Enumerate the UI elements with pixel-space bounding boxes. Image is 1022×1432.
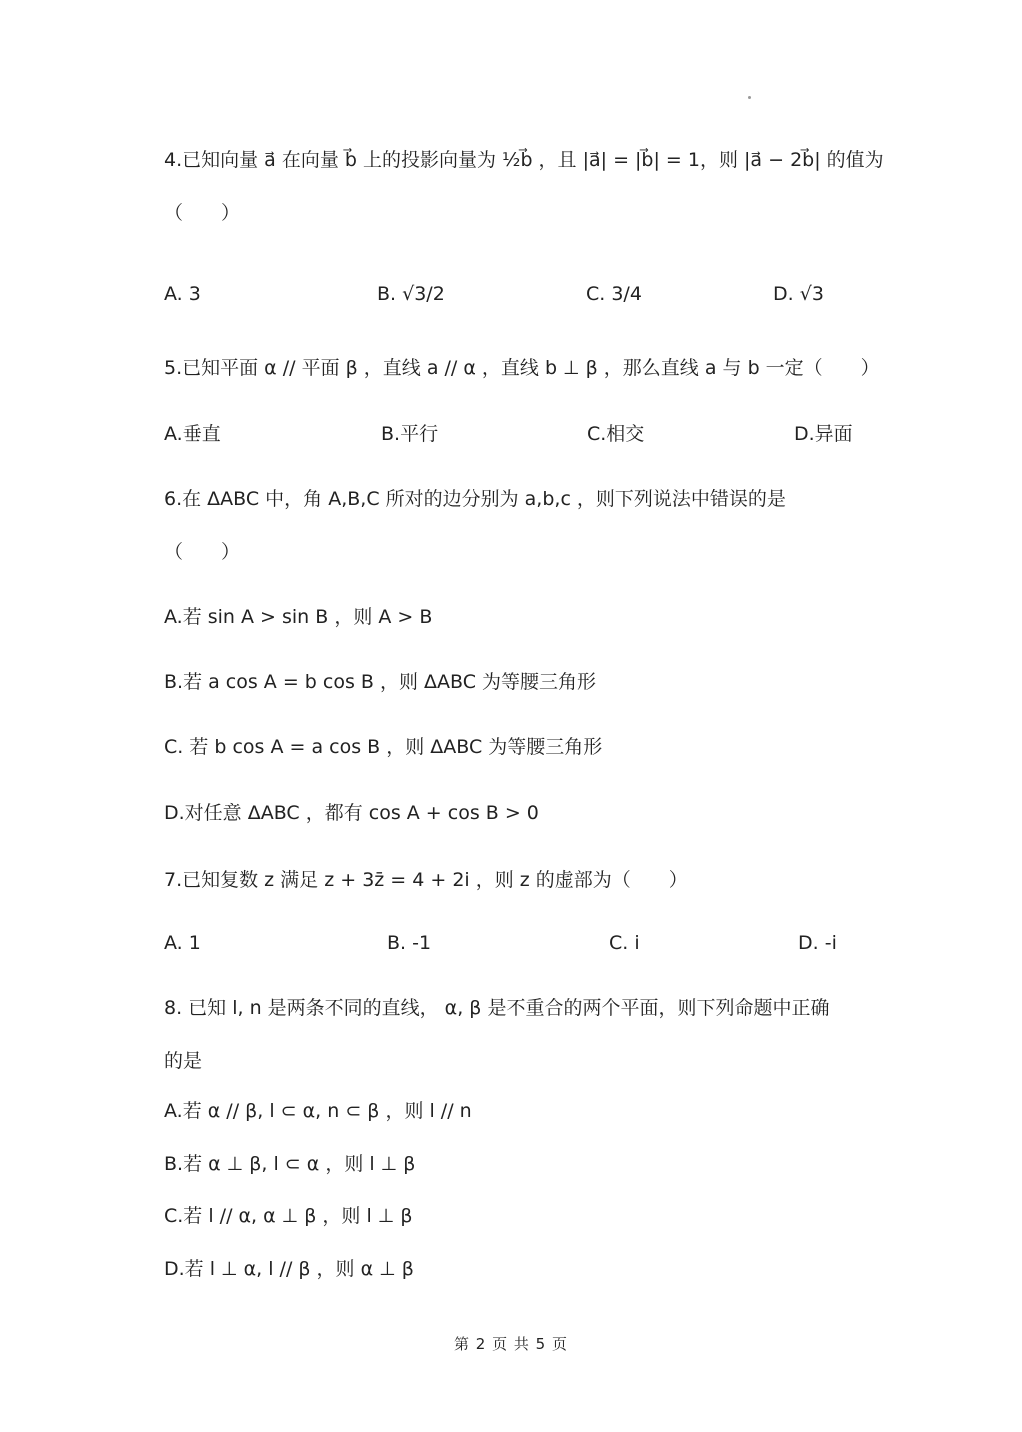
q8-option-a: A.若 α // β, l ⊂ α, n ⊂ β ，则 l // n [164,1100,472,1122]
q6-stem: 6.在 ΔABC 中，角 A,B,C 所对的边分别为 a,b,c ，则下列说法中错误的是 [164,488,786,510]
q6-option-b: B.若 a cos A = b cos B ，则 ΔABC 为等腰三角形 [164,671,597,693]
q6-option-d: D.对任意 ΔABC ，都有 cos A + cos B > 0 [164,802,539,824]
q4-paren: （ ） [164,202,241,224]
q4-option-d: D. √3 [773,283,824,305]
q4-option-b: B. √3/2 [377,283,445,305]
q7-option-a: A. 1 [164,932,201,954]
page-footer: 第 2 页 共 5 页 [454,1335,568,1353]
q7-stem: 7.已知复数 z 满足 z + 3z̄ = 4 + 2i ，则 z 的虚部为（ ） [164,869,688,891]
q5-stem: 5.已知平面 α // 平面 β ，直线 a // α ，直线 b ⊥ β ，那么直线 a 与 b 一定（ ） [164,357,880,379]
q4-option-c: C. 3/4 [586,283,642,305]
q5-option-c: C.相交 [587,423,645,445]
q8-stem-line1: 8. 已知 l, n 是两条不同的直线， α, β 是不重合的两个平面，则下列命题中正确 [164,997,830,1019]
scan-dot [748,96,751,99]
q6-paren: （ ） [164,541,241,563]
q5-option-b: B.平行 [381,423,439,445]
q5-option-d: D.异面 [794,423,853,445]
q8-option-b: B.若 α ⊥ β, l ⊂ α ，则 l ⊥ β [164,1153,416,1175]
q4-stem: 4.已知向量 a⃗ 在向量 b⃗ 上的投影向量为 ½b⃗ ，且 |a⃗| = |b⃗| = 1，则 |a⃗ − 2b⃗| 的值为 [164,149,884,171]
q7-option-b: B. -1 [387,932,432,954]
q8-option-d: D.若 l ⊥ α, l // β ，则 α ⊥ β [164,1258,414,1280]
q7-option-c: C. i [609,932,640,954]
q6-option-c: C. 若 b cos A = a cos B ，则 ΔABC 为等腰三角形 [164,736,603,758]
q8-option-c: C.若 l // α, α ⊥ β ，则 l ⊥ β [164,1205,413,1227]
q6-option-a: A.若 sin A > sin B ，则 A > B [164,606,433,628]
q8-stem-line2: 的是 [164,1050,203,1072]
q7-option-d: D. -i [798,932,837,954]
q5-option-a: A.垂直 [164,423,221,445]
q4-option-a: A. 3 [164,283,201,305]
